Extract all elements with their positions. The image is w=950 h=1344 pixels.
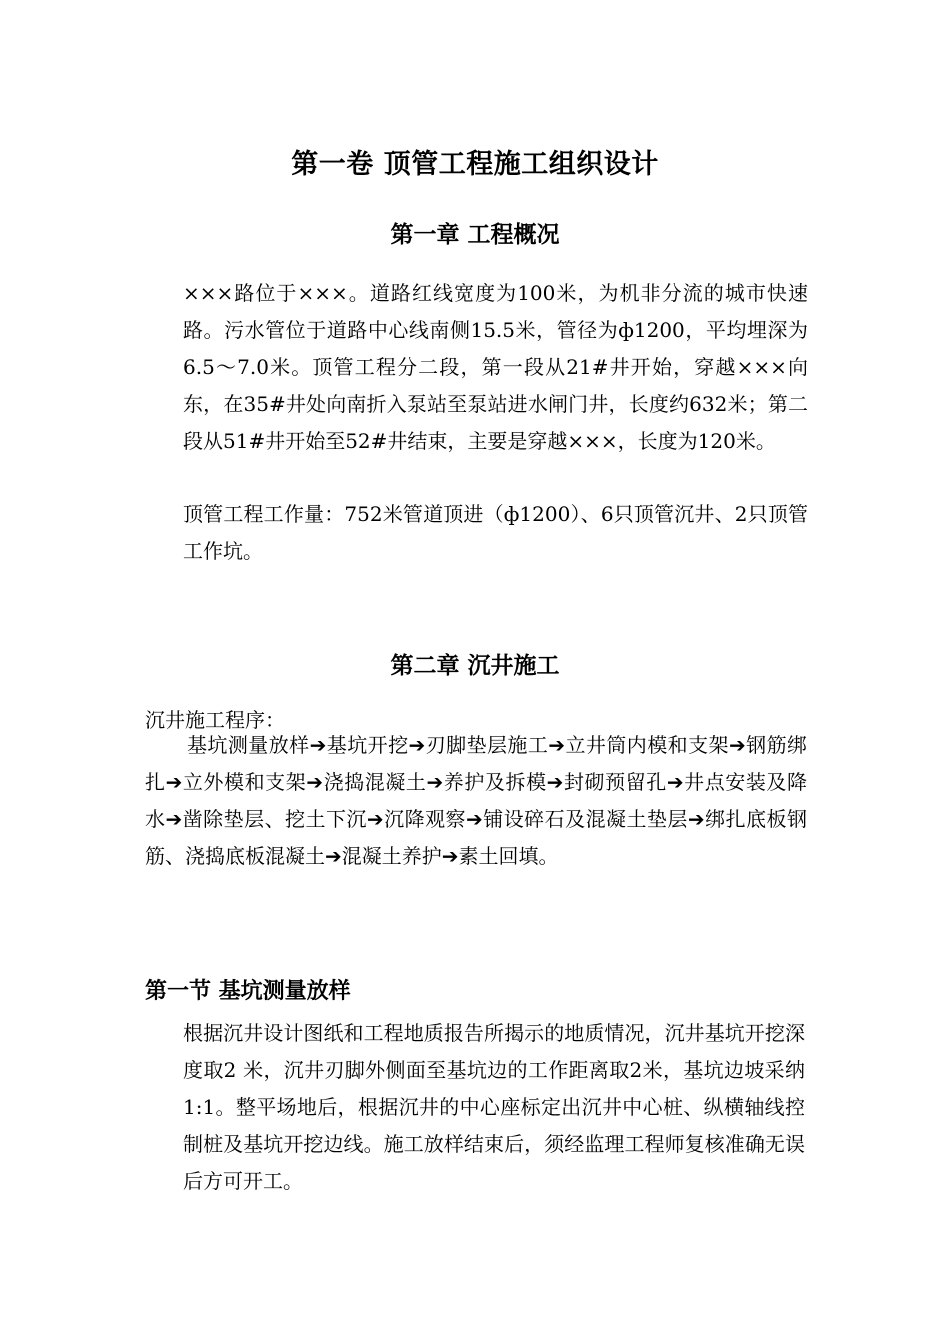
- chapter1-paragraph-workload: 顶管工程工作量：752米管道顶进（ф1200）、6只顶管沉井、2只顶管工作坑。: [183, 502, 808, 563]
- section1-title: 第一节 基坑测量放样: [145, 979, 351, 1004]
- volume-title: 第一卷 顶管工程施工组织设计: [291, 149, 659, 180]
- section1-paragraph: 根据沉井设计图纸和工程地质报告所揭示的地质情况，沉井基坑开挖深度取2 米，沉井刃脚外侧面至基坑边的工作距离取2米，基坑边坡采纳1:1。整平场地后，根据沉井的中心座标定出沉井中心桩、纵横轴线控制桩及基坑开挖边线。施工放样结束后，须经监理工程师复核准确无误后方可开工。: [183, 1021, 805, 1193]
- chapter1-paragraph-overview: ×××路位于×××。道路红线宽度为100米，为机非分流的城市快速路。污水管位于道路中心线南侧15.5米，管径为ф1200，平均埋深为6.5～7.0米。顶管工程分二段，第一段从21#井开始，穿越×××向东，在35#井处向南折入泵站至泵站进水闸门井，长度约632米；第二段从51#井开始至52#井结束，主要是穿越×××，长度为120米。: [183, 281, 808, 453]
- chapter1-title: 第一章 工程概况: [390, 222, 560, 248]
- procedure-label: 沉井施工程序：: [145, 708, 285, 732]
- chapter2-title: 第二章 沉井施工: [390, 653, 560, 679]
- procedure-text: 基坑测量放样➔基坑开挖➔刃脚垫层施工➔立井筒内模和支架➔钢筋绑扎➔立外模和支架➔浇捣混凝土➔养护及拆模➔封砌预留孔➔井点安装及降水➔凿除垫层、挖土下沉➔沉降观察➔铺设碎石及混凝土垫层➔绑扎底板钢筋、浇捣底板混凝土➔混凝土养护➔素土回填。: [145, 733, 807, 868]
